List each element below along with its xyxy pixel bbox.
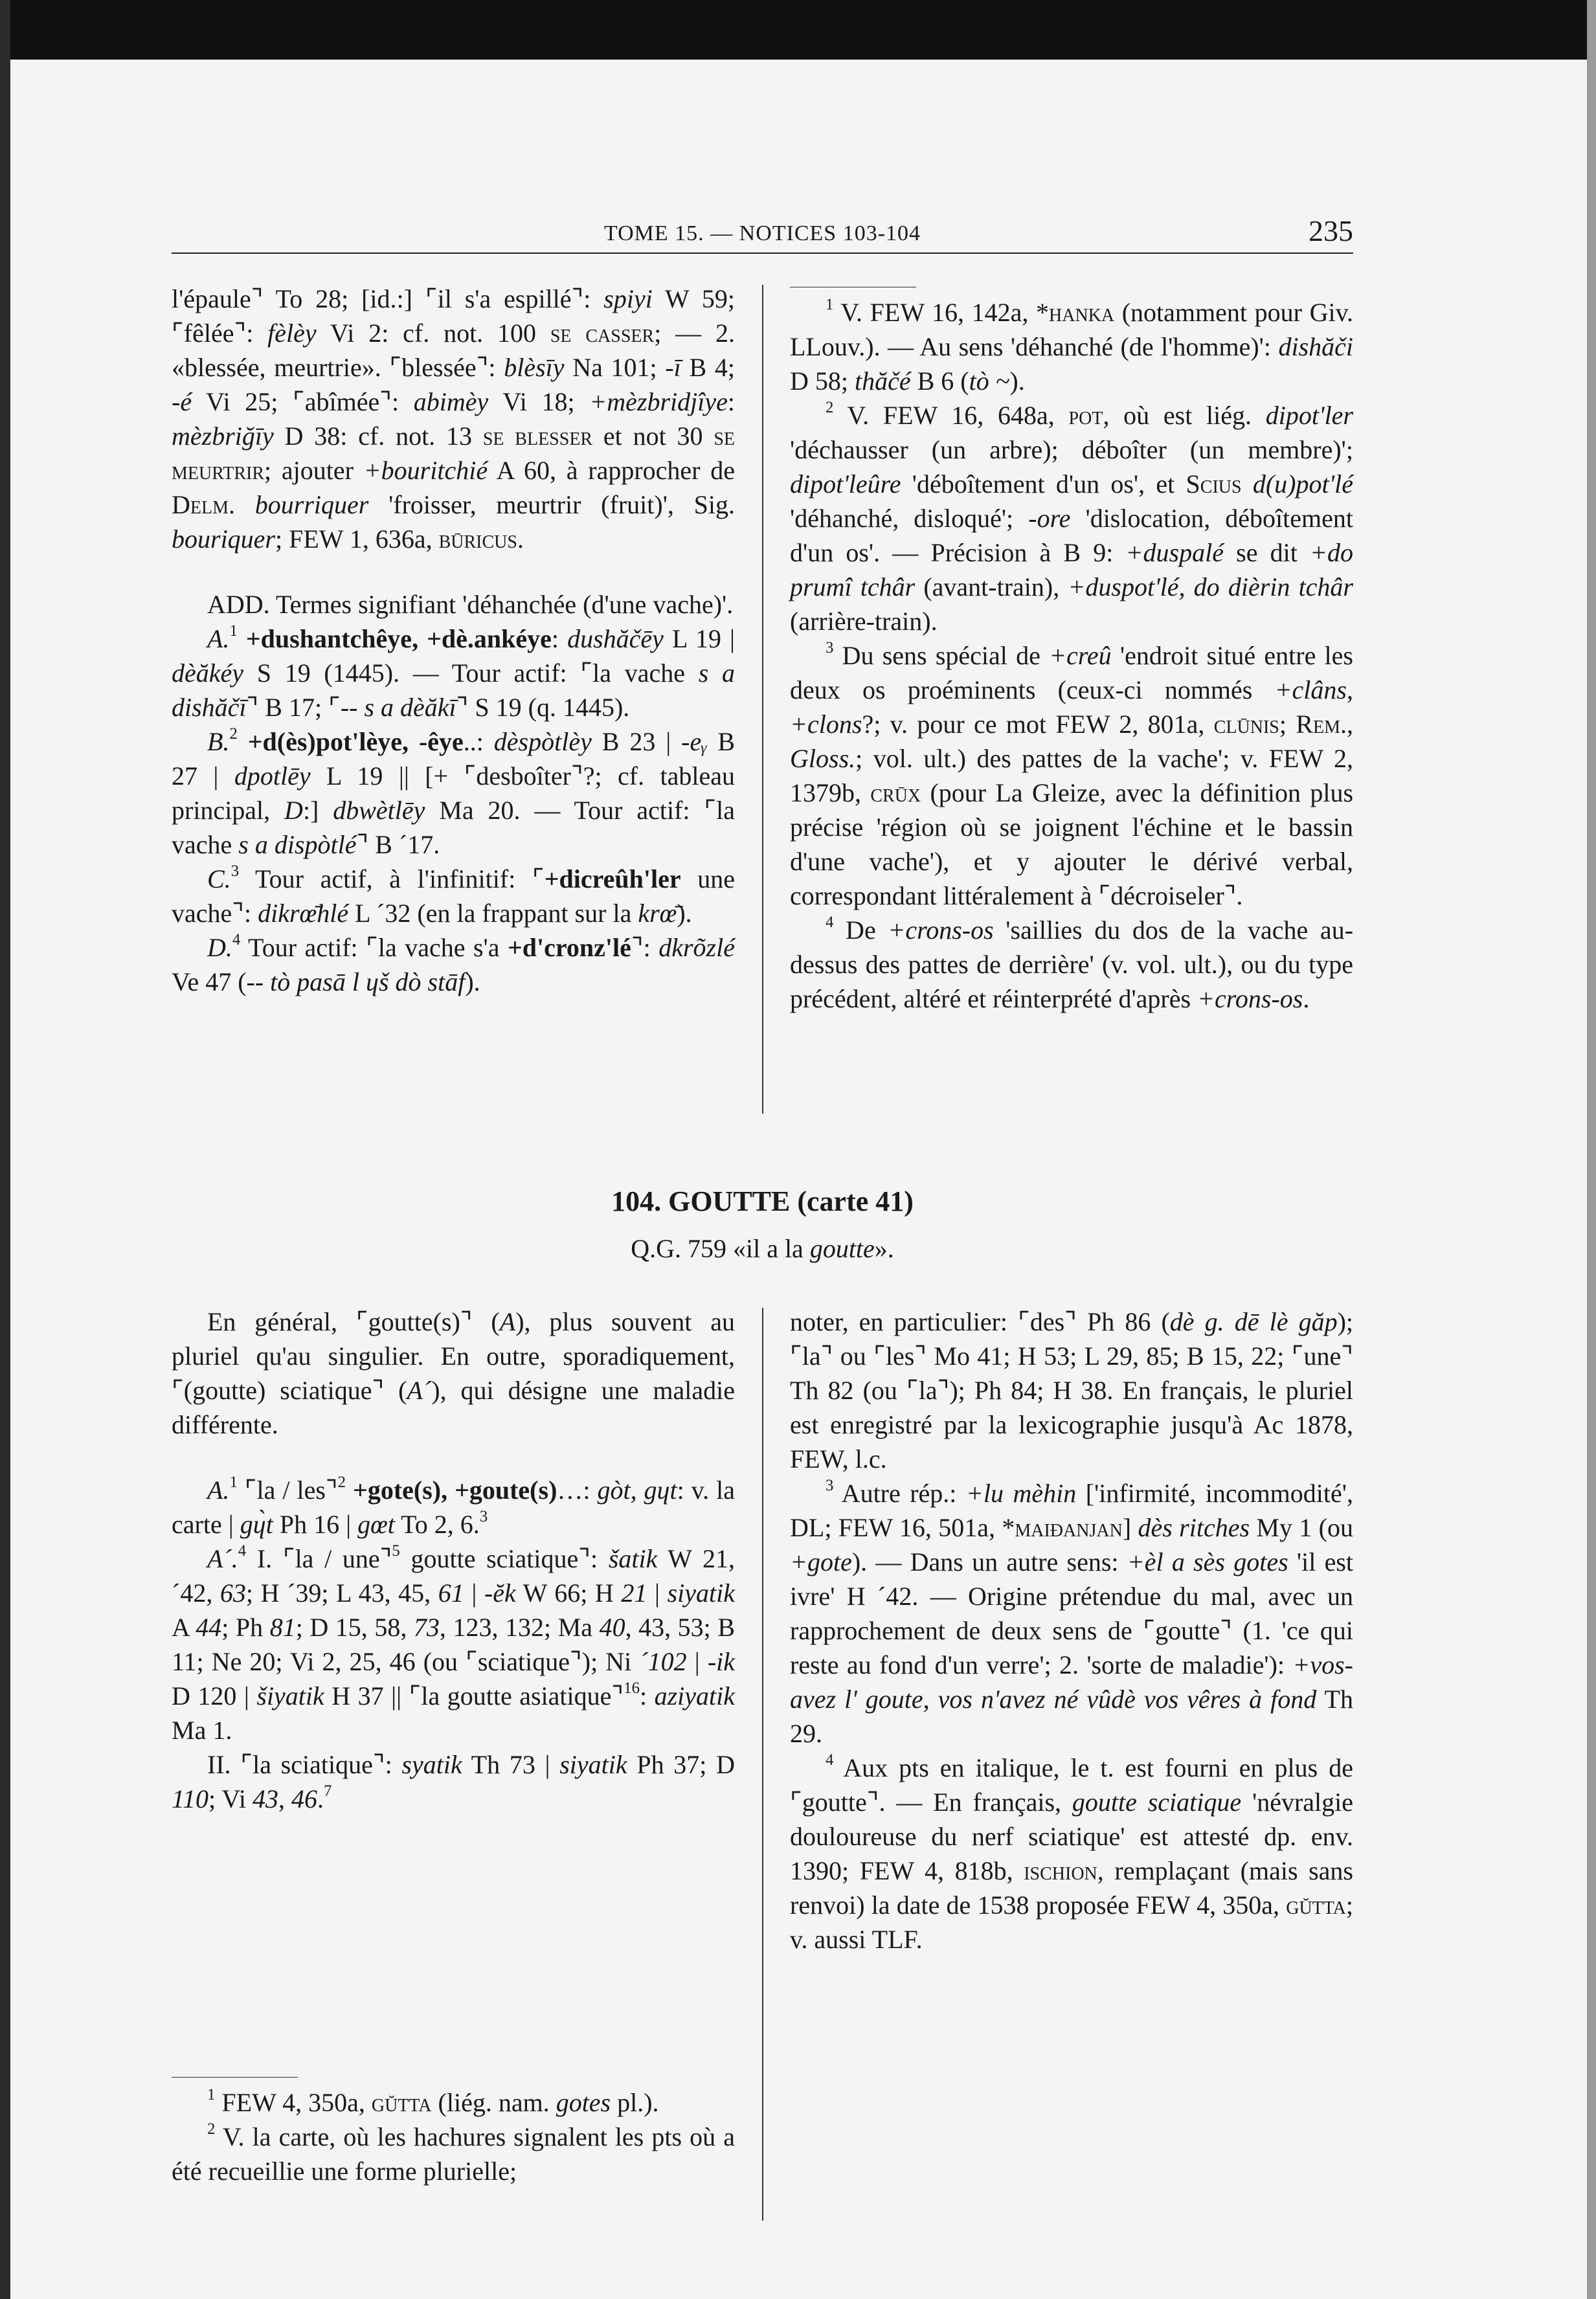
running-head [172,214,1353,254]
notice104-question: Q.G. 759 «il a la goutte». [631,1234,894,1263]
notice104-footnotes-left [172,2077,735,2188]
scan-border-top [0,0,1596,60]
notice104-section-a-prime: A´.$^4$ I. ⌜la / une⌝$^5$ goutte sciatique⌝: šatik W 21, ´42, 63; H ´39; L 43, 45, 61 | -ĕk W 66; H 21 | siyatik A 44; Ph 81; D 15, 58, 73, 123, 132; Ma 40, 43, 53; B 11; Ne 20; Vi 2, 25, 46 (ou ⌜sciatique⌝); Ni ´102 | -ik D 120 | šiyatik H 37 || ⌜la goutte asiatique⌝$^{16}$: aziyatik Ma 1. [172,1542,736,1745]
footnote-104-4: $^4$ Aux pts en italique, le t. est fourni en plus de ⌜goutte⌝. — En français, goutte sciatique 'névralgie douloureuse du nerf sciatique' est attesté dp. env. 1390; FEW 4, 818b, ischion, remplaçant (mais sans renvoi) la date de 1538 proposée FEW 4, 350a, gŭtta; v. aussi TLF. [790,1751,1354,1954]
column-divider-bottom [762,1308,763,2221]
notice103-continuation: l'épaule⌝ To 28; [id.:] ⌜il s'a espillé⌝: spiyi W 59; ⌜fêlée⌝: fèlèy Vi 2: cf. not. 100 se casser; — 2. «blessée, meurtrie». ⌜blessée⌝: blèsīy Na 101; -ī B 4; -é Vi 25; ⌜abîmée⌝: abimèy Vi 18; +mèzbridjîye: mèzbriğīy D 38: cf. not. 13 se blesser et not 30 se meurtrir; ajouter +bouritchié A 60, à rapprocher de Delm. bourriquer 'froisser, meurtrir (fruit)', Sig. bouriquer; FEW 1, 636a, būricus. [172,284,736,554]
footnote-104-1: $^1$ FEW 4, 350a, gŭtta (liég. nam. gotes pl.). [207,2086,659,2117]
notice104-footnotes-right [790,1305,1353,1957]
add-paragraph: ADD. Termes signifiant 'déhanchée (d'une vache)'. [207,590,734,619]
section-d: D.$^4$ Tour actif: ⌜la vache s'a +d'cronz'lé⌝: dkrõzlé Ve 47 (-- tò pasā l ɥš dò stāf). [172,931,735,996]
notice104-left-column [172,1305,735,1816]
notice103-footnotes [790,282,1353,1016]
column-divider-top [762,285,763,1114]
section-a: A.$^1$ +dushantchêye, +dè.ankéye: dushăčēy L 19 | dèăkéy S 19 (1445). — Tour actif: ⌜la vache s a dishăčī⌝ B 17; ⌜-- s a dèăkī⌝ S 19 (q. 1445). [172,622,735,722]
notice104-heading: 104. GOUTTE (carte 41) [611,1185,914,1217]
footnote-104-2-continuation: noter, en particulier: ⌜des⌝ Ph 86 (dè g. dē lè găp); ⌜la⌝ ou ⌜les⌝ Mo 41; H 53; L 29, 85; B 15, 22; ⌜une⌝ Th 82 (ou ⌜la⌝); Ph 84; H 38. En français, le pluriel est enregistré par la lexicographie jusqu'à Ac 1878, FEW, l.c. [790,1307,1354,1474]
scan-border-right [1587,0,1596,2299]
notice103-left-column [172,282,735,999]
footnote-103-4: $^4$ De +crons-os 'saillies du dos de la vache au-dessus des pattes de derrière' (v. vol. ult.), ou du type précédent, altéré et réinterprété d'après +crons-os. [790,914,1354,1013]
footnote-104-2: $^2$ V. la carte, où les hachures signalent les pts où a été recueillie une forme plurielle; [172,2120,735,2186]
footnote-103-1: $^1$ V. FEW 16, 142a, *hanka (notamment pour Giv. LLouv.). — Au sens 'déhanché (de l'homme)': dishăči D 58; thăčé B 6 (tò ~). [790,296,1353,396]
footnote-104-3: $^3$ Autre rép.: +lu mèhin ['infirmité, incommodité', DL; FEW 16, 501a, *maiđanjan] dès ritches My 1 (ou +gote). — Dans un autre sens: +èl a sès gotes 'il est ivre' H ´42. — Origine prétendue du mal, avec un rapprochement de deux sens de ⌜goutte⌝ (1. 'ce qui reste au fond d'un verre'; 2. 'sorte de maladie'): +vos-avez l' goute, vos n'avez né vûdè vos vêres à fond Th 29. [790,1477,1354,1748]
footnote-103-3: $^3$ Du sens spécial de +creû 'endroit situé entre les deux os proéminents (ceux-ci nommés +clâns, +clons?; v. pour ce mot FEW 2, 801a, clūnis; Rem., Gloss.; vol. ult.) des pattes de la vache'; v. FEW 2, 1379b, crūx (pour La Gleize, avec la définition plus précise 'région où se joignent l'échine et le bassin d'une vache'), et y ajouter le dérivé verbal, correspondant littéralement à ⌜décroiseler⌝. [790,639,1354,910]
page-number: 235 [1309,214,1353,247]
notice104-section-a: A.$^1$ ⌜la / les⌝$^2$ +gote(s), +goute(s)…: gòt, gɥt: v. la carte | gɥ̀t Ph 16 | gœt To 2, 6.$^3$ [172,1474,735,1539]
footnote-rule [172,2077,298,2078]
footnote-103-2: $^2$ V. FEW 16, 648a, pot, où est liég. dipot'ler 'déchausser (un arbre); déboîter (un membre)'; dipot'leûre 'déboîtement d'un os', et Scius d(u)pot'lé 'déhanché, disloqué'; -ore 'dislocation, déboîtement d'un os'. — Précision à B 9: +duspalé se dit +do prumî tchâr (avant-train), +duspot'lé, do dièrin tchâr (arrière-train). [790,399,1354,636]
scan-border-left [0,0,10,2299]
section-b: B.$^2$ +d(ès)pot'lèye, -êye..: dèspòtlèy B 23 | -eᵧ B 27 | dpotlēy L 19 || [+ ⌜desboîter⌝?; cf. tableau principal, D:] dbwètlēy Ma 20. — Tour actif: ⌜la vache s a dispòtlé⌝ B ´17. [172,725,736,859]
section-c: C.$^3$ Tour actif, à l'infinitif: ⌜+dicreûh'ler une vache⌝: dikrœ̄hlé L ´32 (en la frappant sur la krœ̄). [172,862,735,928]
running-head-title: TOME 15. — NOTICES 103-104 [603,221,921,245]
notice104-section-a-prime-ii: II. ⌜la sciatique⌝: syatik Th 73 | siyatik Ph 37; D 110; Vi 43, 46.$^7$ [172,1750,736,1813]
notice104-intro: En général, ⌜goutte(s)⌝ (A), plus souvent au pluriel qu'au singulier. En outre, sporadiquement, ⌜(goutte) sciatique⌝ (A´), qui désigne une maladie différente. [172,1307,736,1439]
